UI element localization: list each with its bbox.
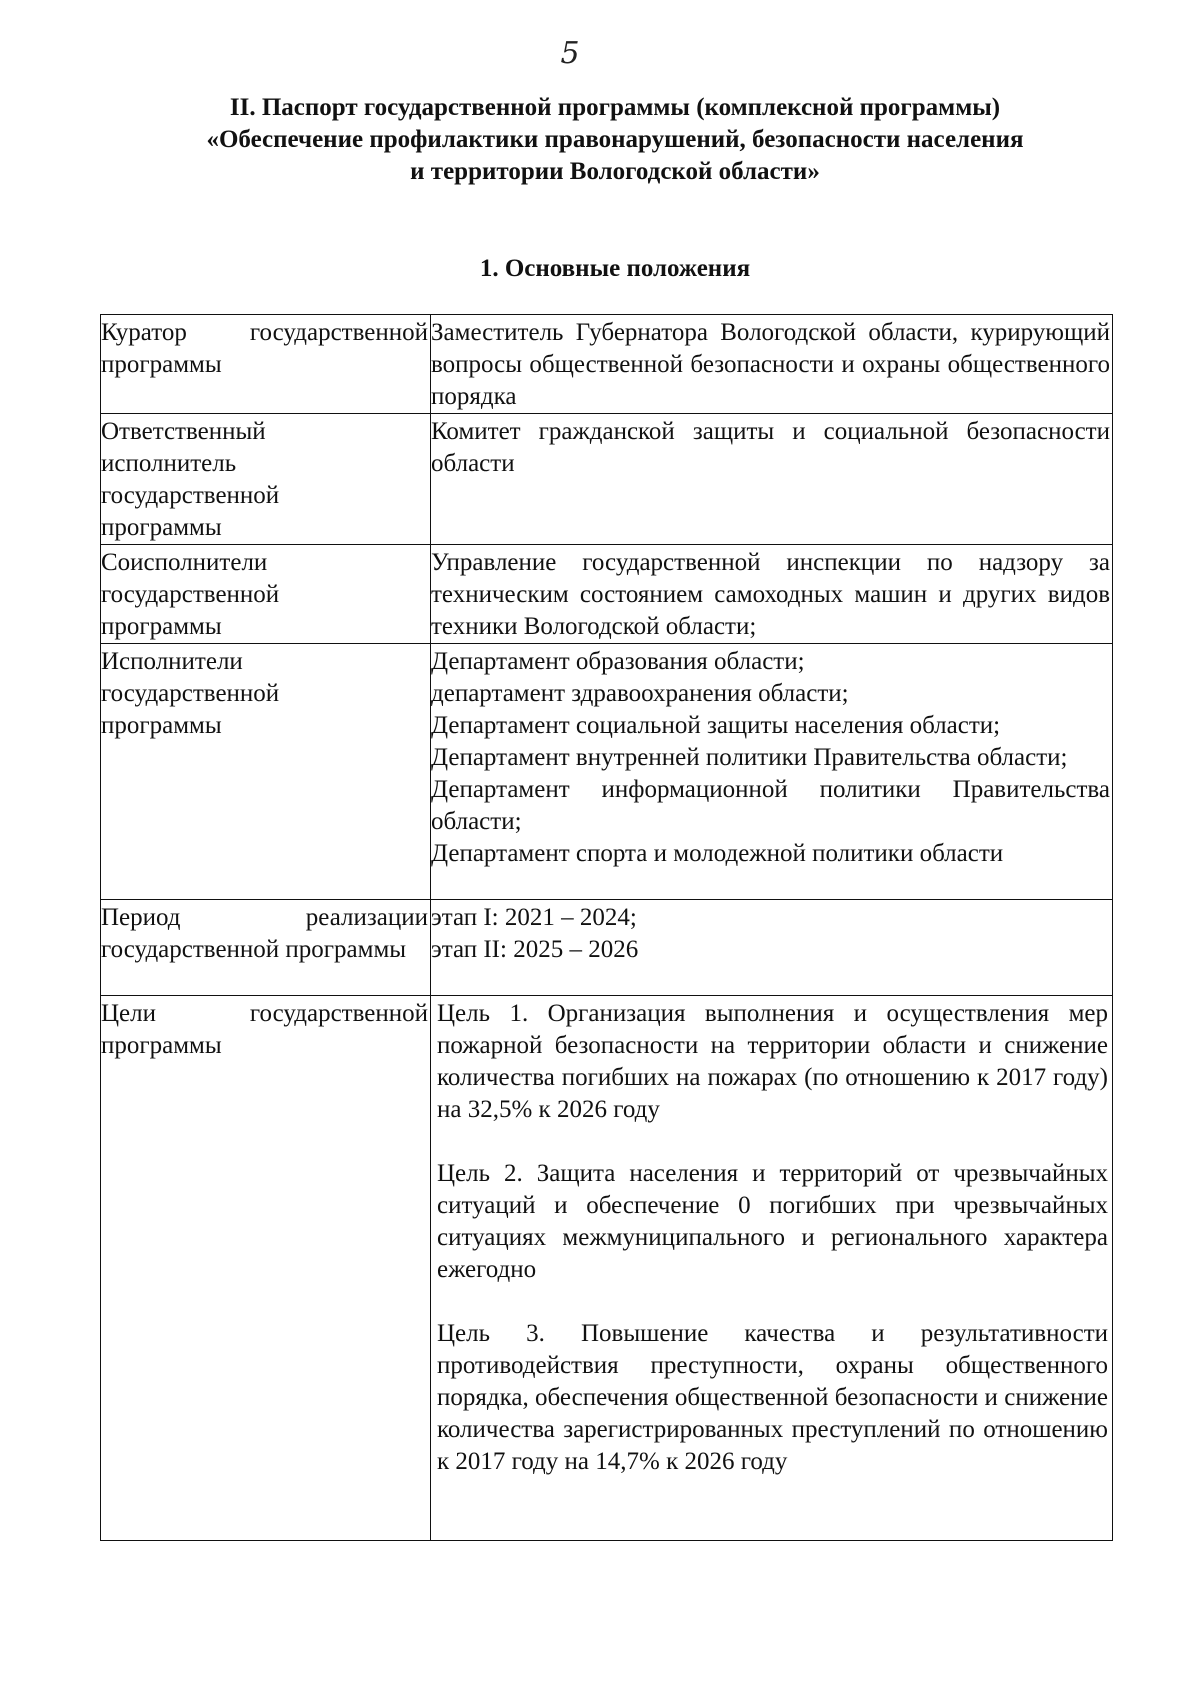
goal-2: Цель 2. Защита населения и территорий от чрезвычайных ситуаций и обеспечение 0 погибших при чрезвычайных ситуациях межмуниципального и регионального характера ежегодно xyxy=(437,1160,1108,1283)
value-line: этап II: 2025 – 2026 xyxy=(431,936,639,963)
row-value xyxy=(431,644,1113,900)
table-row-co-executors xyxy=(101,545,1113,644)
goal-3: Цель 3. Повышение качества и результативности противодействия преступности, охраны общественного порядка, обеспечения общественной безопасности и снижение количества зарегистрированных преступлений по отношению к 2017 году на 14,7% к 2026 году xyxy=(437,1320,1108,1475)
value-line: Управление государственной инспекции по надзору за техническим состоянием самоходных машин и других видов техники Вологодской области; xyxy=(431,549,1110,640)
value-line: Департамент спорта и молодежной политики области xyxy=(431,840,1004,867)
row-label: Исполнители государственной программы xyxy=(101,644,431,900)
row-value xyxy=(431,996,1113,1541)
page-number: 5 xyxy=(560,36,580,71)
value-line: Департамент образования области; xyxy=(431,648,805,675)
title-line-3: и территории Вологодской области» xyxy=(410,158,820,185)
value-line: Заместитель Губернатора Вологодской области, курирующий вопросы общественной безопасности и охраны общественного порядка xyxy=(431,319,1110,410)
goal-1: Цель 1. Организация выполнения и осуществления мер пожарной безопасности на территории области и снижение количества погибших на пожарах (по отношению к 2017 году) на 32,5% к 2026 году xyxy=(437,1000,1108,1123)
row-label: Куратор государственной программы xyxy=(101,315,431,414)
row-value xyxy=(431,545,1113,644)
title-line-1: II. Паспорт государственной программы (комплексной программы) xyxy=(229,94,1001,121)
value-line: Комитет гражданской защиты и социальной безопасности области xyxy=(431,418,1110,477)
row-label: Период реализации государственной программы xyxy=(101,900,431,996)
row-label: Ответственный исполнитель государственной программы xyxy=(101,414,431,545)
value-line: Департамент внутренней политики Правительства области; xyxy=(431,744,1068,771)
row-label: Соисполнители государственной программы xyxy=(101,545,431,644)
row-label: Цели государственной программы xyxy=(101,996,431,1541)
table-row-executors xyxy=(101,644,1113,900)
table-row-responsible-executor xyxy=(101,414,1113,545)
value-line: этап I: 2021 – 2024; xyxy=(431,904,637,931)
value-line: Департамент социальной защиты населения области; xyxy=(431,712,1001,739)
value-line: Департамент информационной политики Правительства области; xyxy=(431,776,1110,835)
value-line: департамент здравоохранения области; xyxy=(431,680,849,707)
table-row-curator xyxy=(101,315,1113,414)
row-value xyxy=(431,315,1113,414)
table-row-goals xyxy=(101,996,1113,1541)
row-value xyxy=(431,414,1113,545)
section-heading: 1. Основные положения xyxy=(479,255,751,282)
passport-table xyxy=(100,314,1113,1541)
row-value xyxy=(431,900,1113,996)
title-line-2: «Обеспечение профилактики правонарушений, безопасности населения xyxy=(206,126,1024,153)
table-row-period xyxy=(101,900,1113,996)
document-title xyxy=(120,92,1110,188)
